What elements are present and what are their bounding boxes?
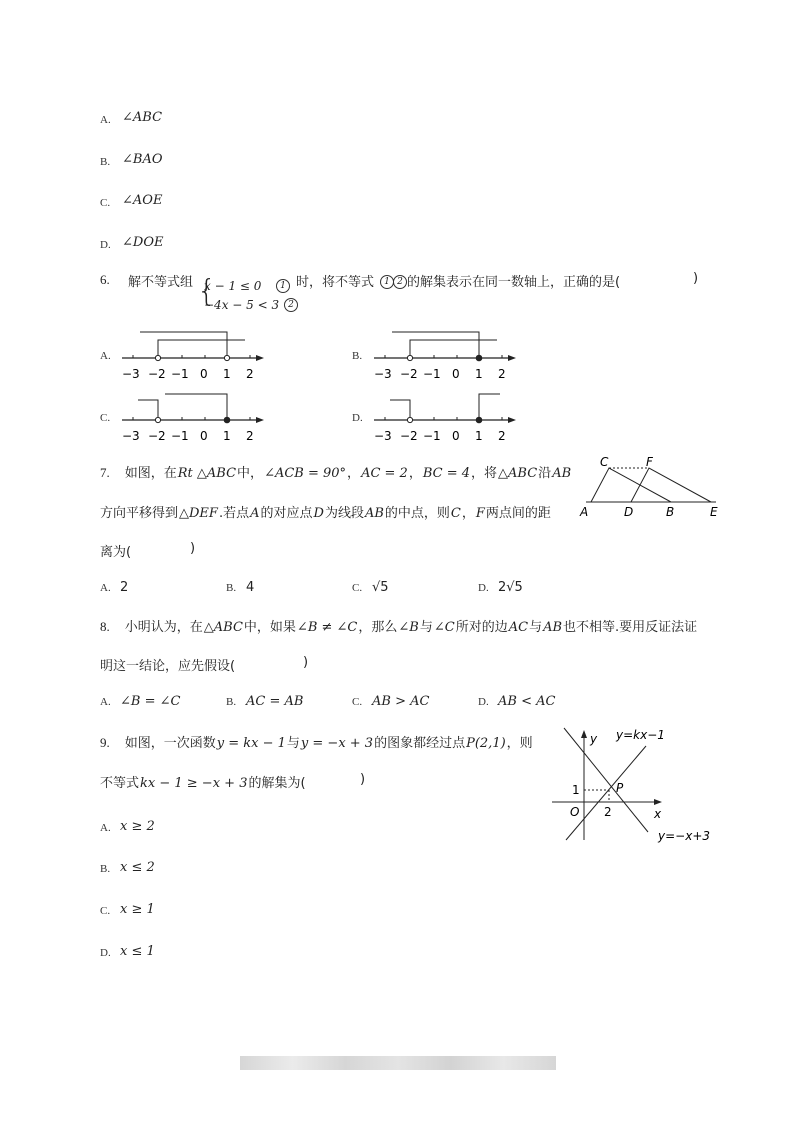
q8-option-a[interactable] [100, 690, 181, 709]
line-label-2: y=−x+3 [658, 829, 711, 843]
stem-text: 与 [286, 736, 300, 751]
option-text: AB < AC [498, 694, 556, 709]
math-text: F [475, 506, 485, 521]
stem-text: 的中点，则 [384, 506, 450, 521]
number-line-a[interactable] [110, 322, 270, 384]
x-axis-label: x [654, 807, 662, 821]
stem-text: 所对的边 [455, 620, 508, 635]
point-label-f: F [646, 455, 653, 469]
option-label: A. [100, 696, 111, 708]
q5-option-d[interactable] [100, 233, 164, 252]
solution-bracket-right [165, 394, 227, 417]
math-text: △ABC [498, 466, 538, 481]
tick-label: −1 [423, 429, 441, 443]
q9-option-b[interactable] [100, 857, 155, 876]
stem-text: 两点间的距 [485, 506, 551, 521]
tick-label: 0 [200, 367, 208, 381]
q9-stem-line-1 [100, 732, 533, 751]
math-text: AB [552, 466, 572, 481]
option-label: C. [352, 582, 363, 594]
stem-text: 的解集为( [248, 776, 306, 791]
option-label: D. [100, 239, 111, 251]
q7-stem-line-2 [100, 502, 551, 521]
tick-label: −1 [171, 429, 189, 443]
tick-label: −2 [400, 429, 418, 443]
stem-text: 解不等式组 [128, 275, 194, 290]
axis-arrow [256, 417, 264, 423]
solution-bracket-upper [392, 332, 479, 355]
option-text: x ≤ 2 [120, 860, 155, 875]
tick-label: −3 [374, 367, 392, 381]
option-text: x ≥ 1 [120, 902, 155, 917]
question-number: 9. [100, 735, 110, 750]
tick-label: 1 [223, 429, 231, 443]
math-text: ∠B [398, 620, 419, 635]
origin-label: O [570, 805, 580, 819]
stem-text: 与 [419, 620, 433, 635]
open-point [224, 355, 229, 360]
stem-text: 不等式 [100, 776, 140, 791]
tick-label: −3 [374, 429, 392, 443]
math-text: Rt △ABC [177, 466, 237, 481]
q7-option-a[interactable] [100, 576, 129, 595]
open-point [407, 355, 412, 360]
stem-text: 小明认为，在 [124, 620, 203, 635]
question-number: 6. [100, 272, 110, 287]
math-text: AC = 2 [361, 466, 408, 481]
number-line-b[interactable] [362, 322, 522, 384]
solution-bracket-lower [410, 340, 497, 355]
q9-option-a[interactable] [100, 816, 155, 835]
option-text: ∠BAO [122, 152, 163, 167]
tick-label: −3 [122, 429, 140, 443]
option-label: A. [100, 114, 111, 126]
option-text: ∠DOE [122, 235, 164, 250]
option-label: B. [226, 696, 237, 708]
stem-text: ， [461, 506, 475, 521]
axis-arrow [508, 355, 516, 361]
q8-option-d[interactable] [478, 690, 556, 709]
math-text: △DEF [179, 506, 218, 521]
tick-label-2: 2 [604, 805, 612, 819]
blurred-footer [240, 1056, 556, 1070]
circled-two: 2 [284, 298, 298, 312]
option-label: D. [478, 696, 489, 708]
math-text: ∠B ≠ ∠C [296, 620, 358, 635]
q6-option-b-label[interactable]: B. [352, 350, 363, 362]
option-label: D. [478, 582, 489, 594]
option-label: B. [226, 582, 237, 594]
q5-option-c[interactable] [100, 191, 163, 210]
math-text: A [250, 506, 260, 521]
math-text: BC = 4 [422, 466, 471, 481]
tick-label: −1 [423, 367, 441, 381]
option-label: C. [100, 197, 111, 209]
system-line-2: −4x − 5 < 3 [204, 298, 280, 312]
stem-text: 如图，在 [124, 466, 177, 481]
option-label: D. [100, 947, 111, 959]
question-number: 7. [100, 465, 110, 480]
system-line-1: x − 1 ≤ 0 [204, 279, 262, 293]
tick-label: −1 [171, 367, 189, 381]
solution-bracket-upper [140, 332, 227, 355]
option-label: C. [100, 905, 111, 917]
line-label-1: y=kx−1 [616, 728, 665, 742]
stem-text: 的解集表示在同一数轴上，正确的是( [407, 275, 621, 290]
stem-text: 明这一结论，应先假设( [100, 659, 236, 674]
tick-label: 1 [475, 429, 483, 443]
translation-figure [576, 452, 726, 524]
number-line-d[interactable] [362, 384, 522, 446]
point-label-d: D [624, 505, 634, 519]
math-text: △ABC [203, 620, 243, 635]
stem-text: 中，如果 [243, 620, 296, 635]
math-text: AC [508, 620, 529, 635]
circled-one: 1 [276, 279, 290, 293]
q7-option-d[interactable] [478, 576, 523, 595]
stem-text: 方向平移得到 [100, 506, 179, 521]
option-text: √5 [372, 580, 389, 595]
question-number: 8. [100, 619, 110, 634]
point-label-c: C [600, 455, 609, 469]
open-point [155, 355, 160, 360]
math-text: y = −x + 3 [300, 736, 374, 751]
q6-option-a-label[interactable]: A. [100, 350, 111, 362]
tick-label: 1 [223, 367, 231, 381]
option-label: A. [100, 582, 111, 594]
option-text: 2√5 [498, 580, 523, 595]
stem-text: 如图，一次函数 [124, 736, 216, 751]
tick-label: −3 [122, 367, 140, 381]
q8-stem-line-1 [100, 616, 697, 635]
q6-option-c-label[interactable]: C. [100, 412, 111, 424]
closed-point [224, 417, 230, 423]
stem-text: ，则 [506, 736, 533, 751]
option-label: A. [100, 822, 111, 834]
stem-text: .若点 [218, 506, 250, 521]
tick-label: 2 [498, 367, 506, 381]
option-text: ∠B = ∠C [120, 694, 181, 709]
math-text: y = kx − 1 [216, 736, 286, 751]
q9-stem-line-2 [100, 772, 306, 791]
math-text: kx − 1 ≥ −x + 3 [140, 776, 248, 791]
closed-point [476, 355, 482, 361]
closed-point [476, 417, 482, 423]
tick-label: 2 [246, 367, 254, 381]
triangle-def [631, 468, 711, 502]
tick-label: 2 [246, 429, 254, 443]
tick-label: −2 [148, 367, 166, 381]
option-text: ∠ABC [122, 110, 163, 125]
option-text: x ≤ 1 [120, 944, 155, 959]
solution-bracket-lower [158, 340, 245, 355]
math-text: ∠C [433, 620, 455, 635]
tick-label: −2 [148, 429, 166, 443]
q9-option-c[interactable] [100, 899, 155, 918]
open-point [155, 417, 160, 422]
option-text: ∠AOE [122, 193, 163, 208]
tick-label: 0 [452, 429, 460, 443]
tick-label: −2 [400, 367, 418, 381]
math-text: AB [364, 506, 384, 521]
q5-option-a[interactable] [100, 108, 163, 127]
option-text: 2 [120, 580, 129, 595]
stem-text: 与 [529, 620, 543, 635]
tick-label: 1 [475, 367, 483, 381]
option-text: AB > AC [372, 694, 430, 709]
math-text: AB [543, 620, 563, 635]
stem-text: 离为( [100, 545, 132, 560]
stem-text: 沿 [538, 466, 552, 481]
option-text: AC = AB [246, 694, 304, 709]
answer-close-paren: ) [303, 655, 309, 670]
q7-option-b[interactable] [226, 576, 255, 595]
solution-bracket-right [479, 394, 500, 417]
solution-bracket-left [390, 400, 410, 417]
y-axis-label: y [590, 732, 598, 746]
q5-option-b[interactable] [100, 150, 163, 169]
stem-text: ， [347, 466, 361, 481]
stem-text: 的图象都经过点 [374, 736, 466, 751]
tick-label-1: 1 [572, 783, 580, 797]
option-text: 4 [246, 580, 255, 595]
q7-stem-line-1 [100, 462, 571, 481]
q8-option-c[interactable] [352, 690, 430, 709]
linear-functions-graph [548, 722, 726, 848]
answer-close-paren: ) [360, 772, 366, 787]
math-text: P(2,1) [466, 736, 506, 751]
tick-label: 0 [200, 429, 208, 443]
axis-arrow [256, 355, 264, 361]
x-axis-arrow [654, 799, 662, 805]
q7-option-c[interactable] [352, 576, 389, 595]
y-axis-arrow [581, 730, 587, 738]
point-label-e: E [710, 505, 718, 519]
answer-close-paren: ) [693, 271, 699, 286]
q9-option-d[interactable] [100, 941, 155, 960]
tick-label: 2 [498, 429, 506, 443]
circled-two: 2 [393, 275, 407, 289]
number-line-c[interactable] [110, 384, 270, 446]
stem-text: ，将 [471, 466, 498, 481]
tick-label: 0 [452, 367, 460, 381]
stem-text: 的对应点 [260, 506, 313, 521]
stem-text: 时，将不等式 [296, 275, 375, 290]
option-text: x ≥ 2 [120, 819, 155, 834]
stem-text: 也不相等.要用反证法证 [563, 620, 698, 635]
stem-text: 为线段 [324, 506, 364, 521]
option-label: B. [100, 156, 111, 168]
circled-one: 1 [380, 275, 394, 289]
math-text: C [450, 506, 461, 521]
answer-close-paren: ) [190, 541, 196, 556]
point-label-p: P [616, 781, 624, 795]
q8-option-b[interactable] [226, 690, 304, 709]
point-label-a: A [580, 505, 589, 519]
option-label: B. [100, 863, 111, 875]
stem-text: ，那么 [358, 620, 398, 635]
option-label: C. [352, 696, 363, 708]
point-label-b: B [666, 505, 675, 519]
q6-option-d-label[interactable]: D. [352, 412, 363, 424]
stem-text: ， [408, 466, 422, 481]
axis-arrow [508, 417, 516, 423]
open-point [407, 417, 412, 422]
math-text: D [313, 506, 324, 521]
solution-bracket-left [138, 400, 158, 417]
math-text: ∠ACB = 90° [264, 466, 347, 481]
stem-text: 中， [237, 466, 264, 481]
brace-icon: { [197, 274, 217, 309]
